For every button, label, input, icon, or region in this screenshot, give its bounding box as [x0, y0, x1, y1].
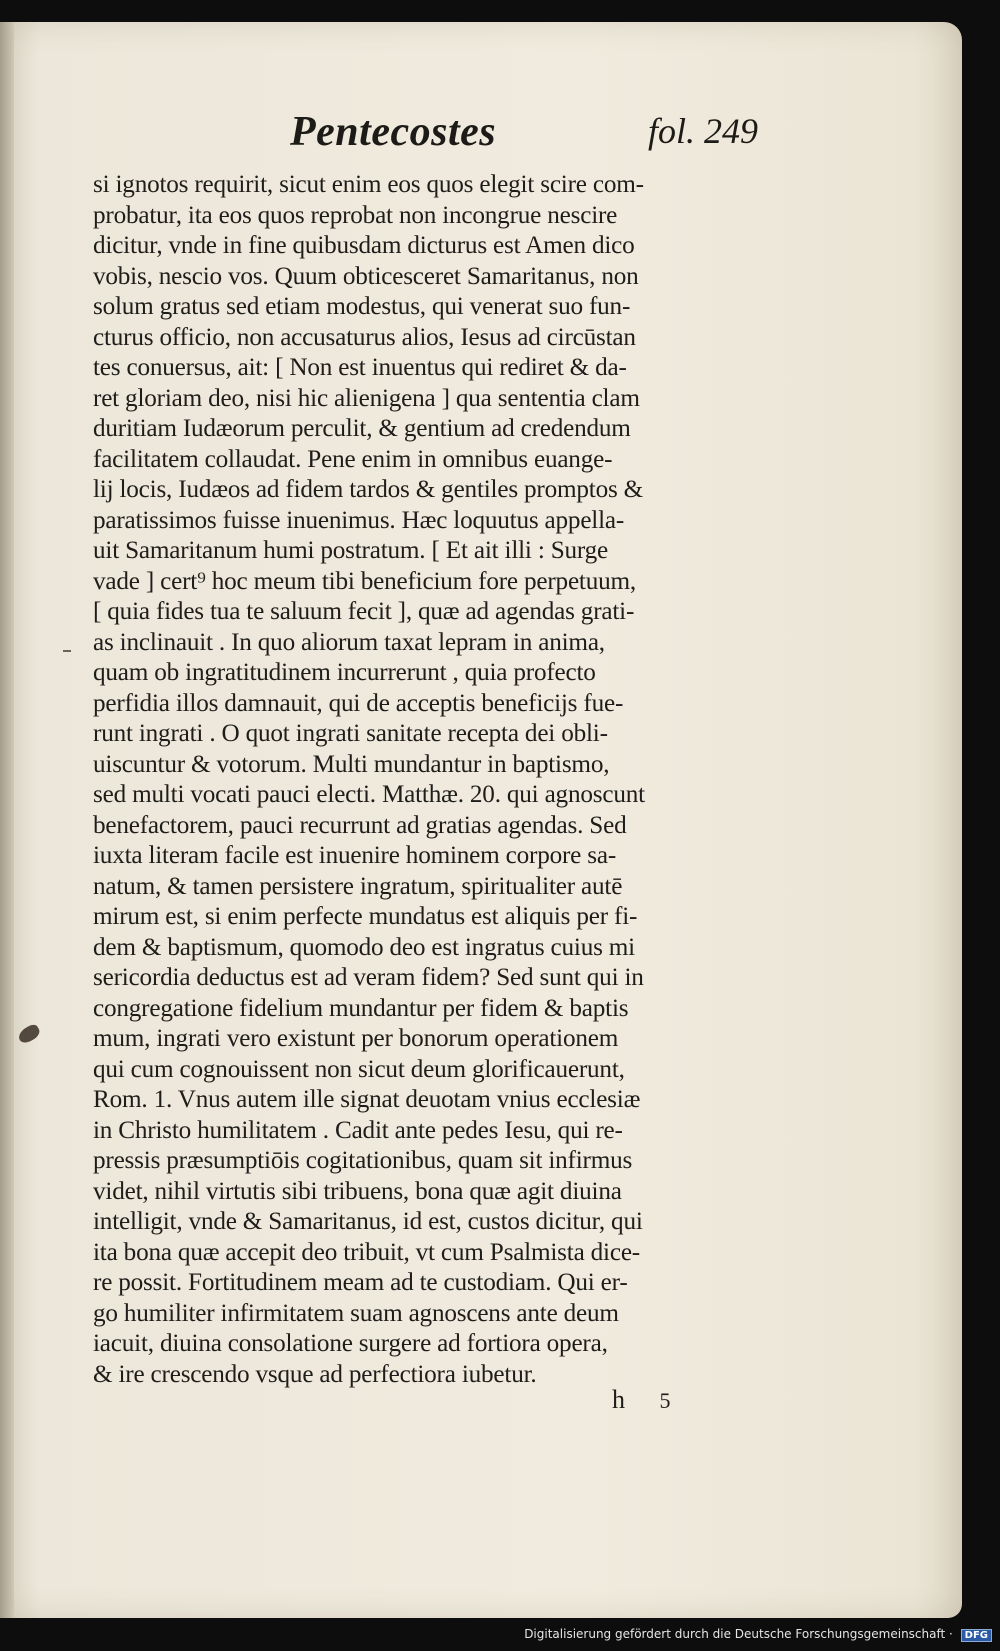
- text-line: cturus officio, non accusaturus alios, Iesus ad circūstan: [93, 323, 636, 351]
- text-line: benefactorem, pauci recurrunt ad gratias agendas. Sed: [93, 811, 627, 839]
- ink-blot: [16, 1022, 42, 1045]
- book-page: [0, 22, 962, 1618]
- footer-bar: [0, 1618, 1000, 1651]
- text-line: congregatione fidelium mundantur per fidem & baptis: [93, 994, 629, 1022]
- text-line: Rom. 1. Vnus autem ille signat deuotam vnius ecclesiæ: [93, 1086, 641, 1113]
- text-line: dicitur, vnde in fine quibusdam dicturus est Amen dico: [93, 232, 635, 259]
- text-line: quam ob ingratitudinem incurrerunt , quia profecto: [93, 659, 596, 686]
- folio-number: fol. 249: [648, 111, 759, 151]
- text-line: sed multi vocati pauci electi. Matthæ. 20. qui agnoscunt: [93, 781, 645, 808]
- text-line: pressis præsumptiōis cogitationibus, quam sit infirmus: [93, 1147, 633, 1174]
- text-line: perfidia illos damnauit, qui de acceptis beneficijs fue-: [93, 689, 624, 717]
- body-text: [93, 170, 763, 1390]
- page-gutter-edge: [0, 22, 14, 1618]
- text-line: [ quia fides tua te saluum fecit ], quæ ad agendas grati-: [93, 598, 635, 625]
- text-line: iacuit, diuina consolatione surgere ad fortiora opera,: [93, 1330, 608, 1357]
- text-line: uit Samaritanum humi postratum. [ Et ait illi : Surge: [93, 537, 609, 564]
- credit-text: Digitalisierung gefördert durch die Deutsche Forschungsgemeinschaft ·: [524, 1627, 953, 1641]
- text-line: uiscuntur & votorum. Multi mundantur in baptismo,: [93, 750, 610, 778]
- text-line: mum, ingrati vero existunt per bonorum operationem: [93, 1025, 619, 1052]
- text-line: runt ingrati . O quot ingrati sanitate recepta dei obli-: [93, 720, 608, 747]
- text-line: as inclinauit . In quo aliorum taxat lepram in anima,: [93, 628, 605, 656]
- text-line: qui cum cognouissent non sicut deum glorificauerunt,: [93, 1055, 625, 1083]
- text-line: go humiliter infirmitatem suam agnoscens ante deum: [93, 1299, 619, 1327]
- text-line: in Christo humilitatem . Cadit ante pedes Iesu, qui re-: [93, 1116, 623, 1144]
- text-line: & ire crescendo vsque ad perfectiora iubetur.: [93, 1360, 537, 1388]
- text-line: lij locis, Iudæos ad fidem tardos & gentiles promptos &: [93, 476, 644, 503]
- digitization-credit: [524, 1627, 992, 1642]
- text-line: facilitatem collaudat. Pene enim in omnibus euange-: [93, 445, 613, 473]
- signature-number: 5: [659, 1388, 671, 1413]
- text-line: vobis, nescio vos. Quum obticesceret Samaritanus, non: [93, 262, 639, 290]
- text-line: tes conuersus, ait: [ Non est inuentus qui rediret & da-: [93, 354, 627, 381]
- signature-mark: [612, 1385, 671, 1415]
- text-line: dem & baptismum, quomodo deo est ingratus cuius mi: [93, 933, 635, 961]
- running-title: Pentecostes: [290, 109, 497, 155]
- signature-letter: h: [612, 1385, 625, 1414]
- text-line: mirum est, si enim perfecte mundatus est aliquis per fi-: [93, 903, 638, 930]
- text-line: si ignotos requirit, sicut enim eos quos elegit scire com-: [93, 171, 644, 198]
- margin-mark: [63, 650, 71, 652]
- text-line: solum gratus sed etiam modestus, qui venerat suo fun-: [93, 293, 631, 320]
- text-line: sericordia deductus est ad veram fidem? Sed sunt qui in: [93, 964, 644, 991]
- text-line: intelligit, vnde & Samaritanus, id est, custos dicitur, qui: [93, 1208, 643, 1235]
- text-line: vade ] cert⁹ hoc meum tibi beneficium fore perpetuum,: [93, 567, 636, 595]
- text-line: videt, nihil virtutis sibi tribuens, bona quæ agit diuina: [93, 1177, 622, 1205]
- dfg-logo: DFG: [961, 1629, 992, 1642]
- text-line: duritiam Iudæorum perculit, & gentium ad credendum: [93, 415, 631, 442]
- text-line: paratissimos fuisse inuenimus. Hæc loquutus appella-: [93, 506, 625, 534]
- page-header: [0, 92, 962, 162]
- text-line: probatur, ita eos quos reprobat non incongrue nescire: [93, 201, 618, 229]
- text-line: ret gloriam deo, nisi hic alienigena ] qua sententia clam: [93, 384, 640, 412]
- text-line: re possit. Fortitudinem meam ad te custodiam. Qui er-: [93, 1269, 628, 1296]
- text-line: natum, & tamen persistere ingratum, spiritualiter autē: [93, 872, 623, 900]
- text-line: ita bona quæ accepit deo tribuit, vt cum Psalmista dice-: [93, 1238, 640, 1266]
- text-line: iuxta literam facile est inuenire hominem corpore sa-: [93, 842, 617, 869]
